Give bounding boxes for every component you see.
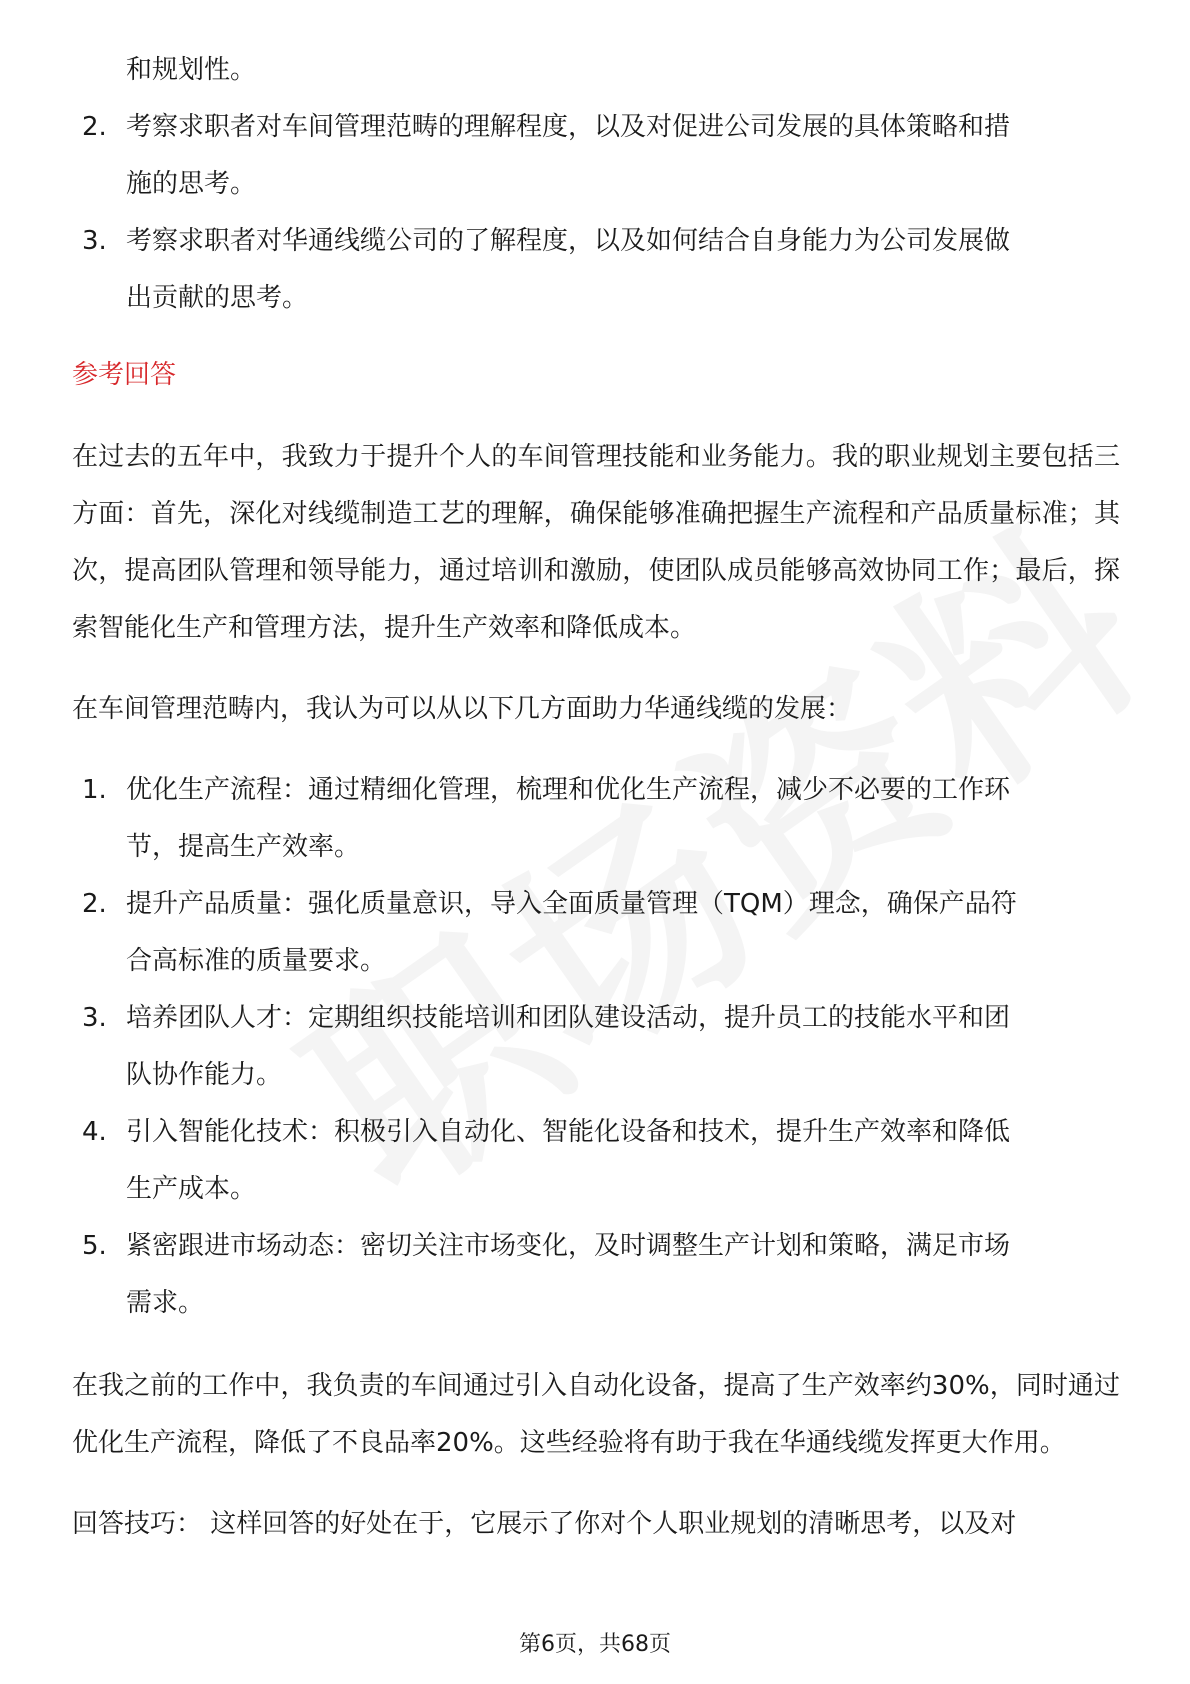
paragraph-experience: 在我之前的工作中，我负责的车间通过引入自动化设备，提高了生产效率约30%，同时通过优化生产流程，降低了不良品率20%。这些经验将有助于我在华通线缆发挥更大作用。 xyxy=(72,1371,1120,1458)
list-item-line: 需求。 xyxy=(126,1288,205,1318)
list-item xyxy=(72,213,1120,327)
list-item-line: 节，提高生产效率。 xyxy=(126,832,361,862)
list-item xyxy=(72,1218,1120,1332)
page-content xyxy=(72,42,1120,1553)
list-item xyxy=(72,99,1120,213)
answer-list xyxy=(72,762,1120,1332)
list-item-line: 培养团队人才：定期组织技能培训和团队建设活动，提升员工的技能水平和团 xyxy=(126,1003,1011,1033)
intro-continuation: 和规划性。 xyxy=(126,55,257,85)
reference-answer-heading: 参考回答 xyxy=(72,360,177,390)
list-number: 5. xyxy=(82,1231,107,1261)
list-number: 3. xyxy=(82,1003,107,1033)
list-number: 3. xyxy=(82,226,107,256)
list-item-line: 紧密跟进市场动态：密切关注市场变化，及时调整生产计划和策略，满足市场 xyxy=(126,1231,1011,1261)
list-item-line: 施的思考。 xyxy=(126,169,257,199)
list-number: 2. xyxy=(82,889,107,919)
page-footer: 第6页，共68页 xyxy=(519,1632,671,1657)
list-item-line: 生产成本。 xyxy=(126,1174,257,1204)
paragraph-intro-list: 在车间管理范畴内，我认为可以从以下几方面助力华通线缆的发展： xyxy=(72,694,853,724)
list-item-line: 提升产品质量：强化质量意识，导入全面质量管理（TQM）理念，确保产品符 xyxy=(126,889,1017,919)
list-item-line: 出贡献的思考。 xyxy=(126,283,309,313)
list-number: 4. xyxy=(82,1117,107,1147)
list-item-line: 考察求职者对华通线缆公司的了解程度，以及如何结合自身能力为公司发展做 xyxy=(126,226,1011,256)
purpose-list xyxy=(72,99,1120,327)
list-item-line: 优化生产流程：通过精细化管理，梳理和优化生产流程，减少不必要的工作环 xyxy=(126,775,1011,805)
list-item-line: 考察求职者对车间管理范畴的理解程度，以及对促进公司发展的具体策略和措 xyxy=(126,112,1011,142)
paragraph-career-plan: 在过去的五年中，我致力于提升个人的车间管理技能和业务能力。我的职业规划主要包括三方面：首先，深化对线缆制造工艺的理解，确保能够准确把握生产流程和产品质量标准；其次，提高团队管理和领导能力，通过培训和激励，使团队成员能够高效协同工作；最后，探索智能化生产和管理方法，提升生产效率和降低成本。 xyxy=(72,442,1120,643)
list-number: 1. xyxy=(82,775,107,805)
list-item-line: 引入智能化技术：积极引入自动化、智能化设备和技术，提升生产效率和降低 xyxy=(126,1117,1011,1147)
list-item-line: 合高标准的质量要求。 xyxy=(126,946,387,976)
list-item xyxy=(72,876,1120,990)
list-item xyxy=(72,1104,1120,1218)
list-item-line: 队协作能力。 xyxy=(126,1060,283,1090)
list-item xyxy=(72,990,1120,1104)
list-item xyxy=(72,762,1120,876)
list-number: 2. xyxy=(82,112,107,142)
answer-tip: 回答技巧： 这样回答的好处在于，它展示了你对个人职业规划的清晰思考，以及对 xyxy=(72,1509,1017,1539)
